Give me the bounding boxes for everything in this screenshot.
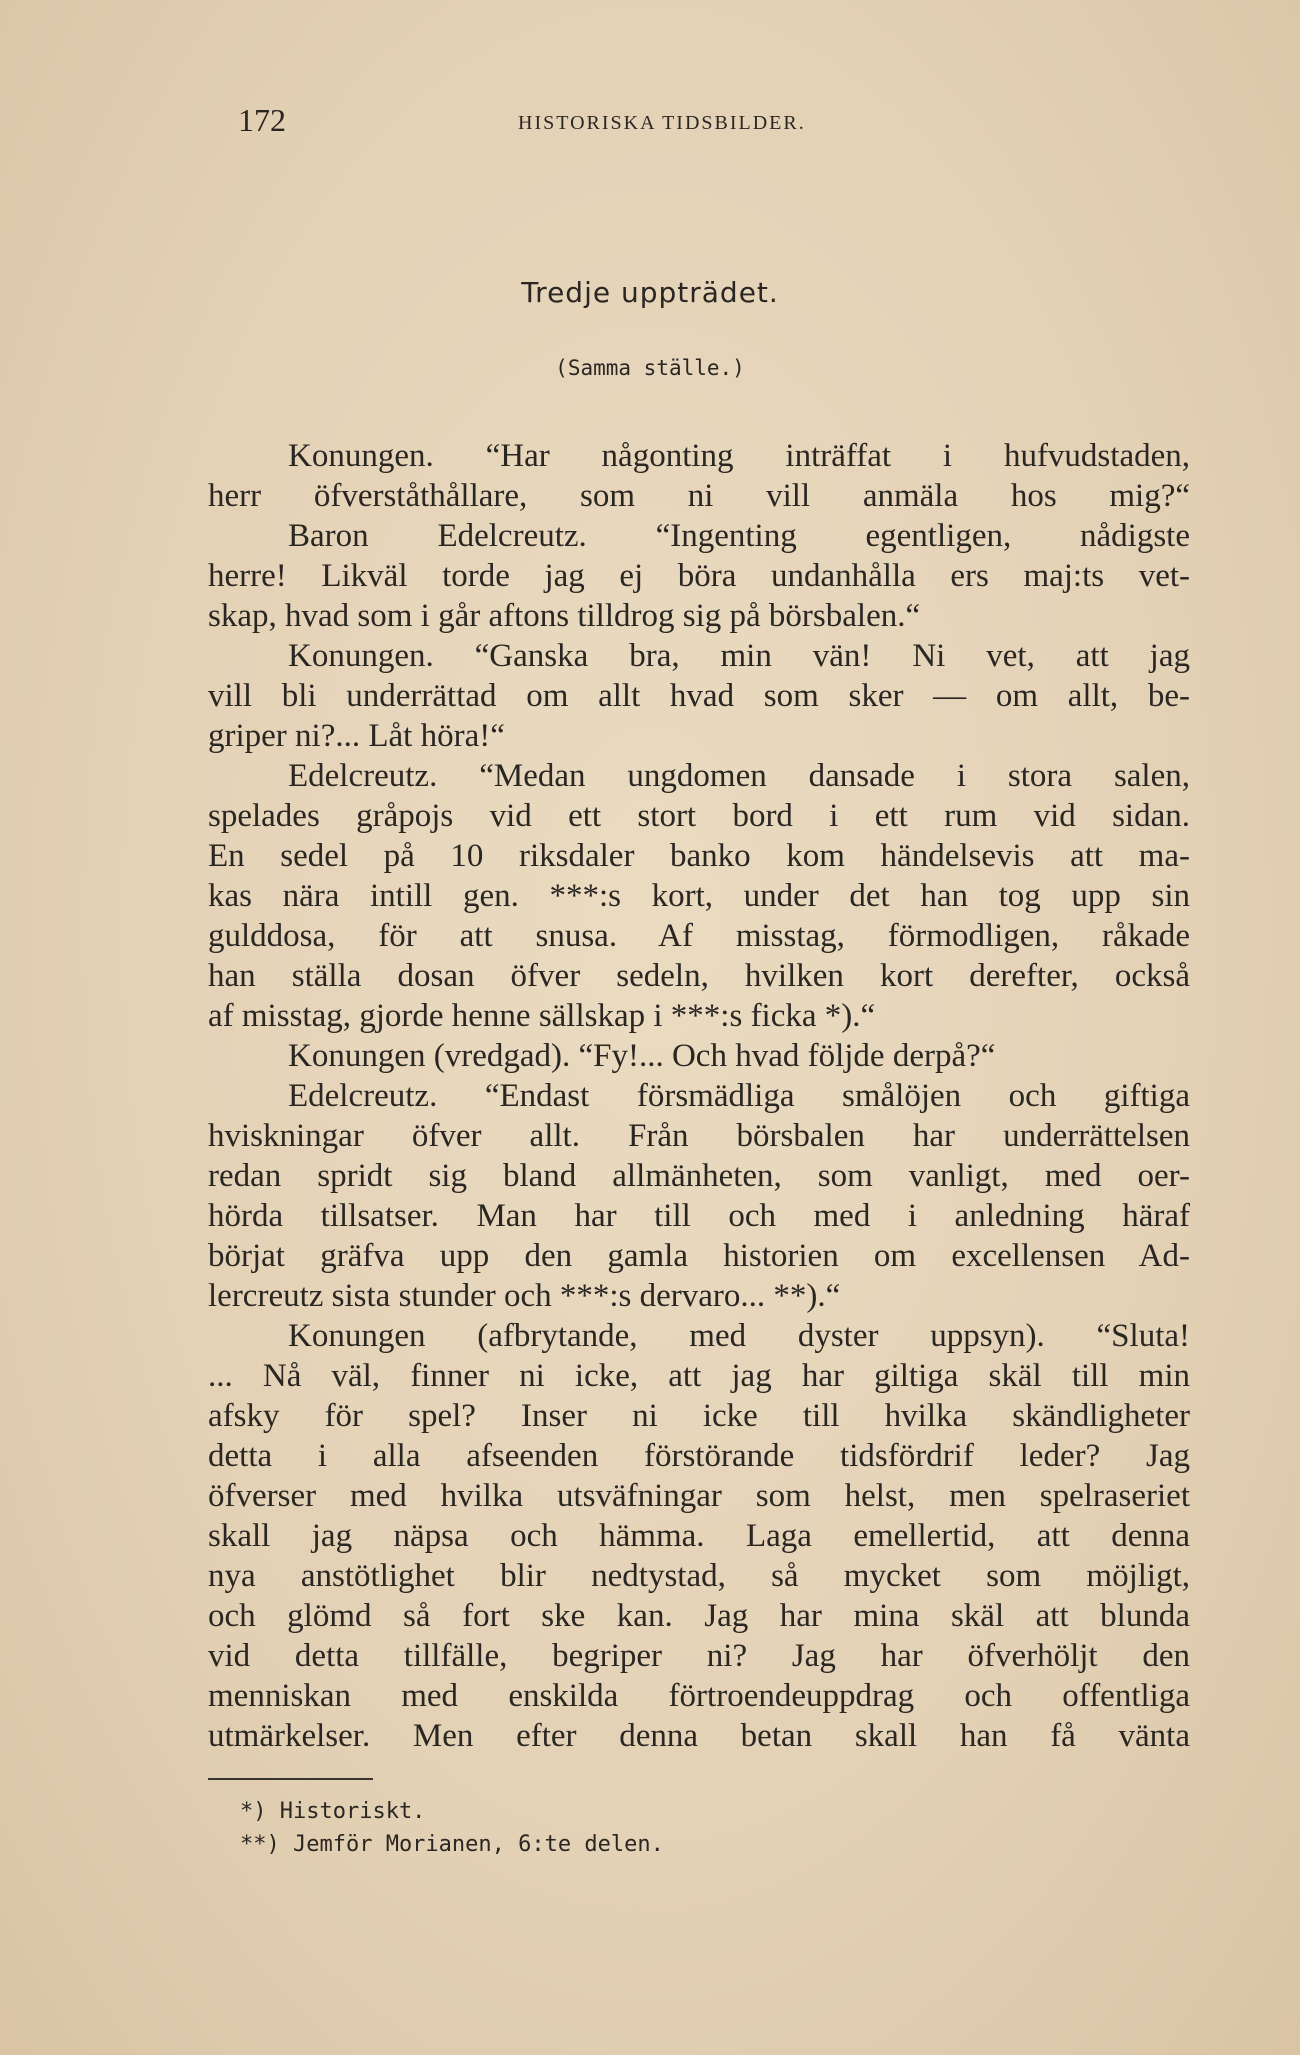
text-line: gulddosa, för att snusa. Af misstag, förmodligen, råkade bbox=[208, 918, 1190, 954]
text-line: skall jag näpsa och hämma. Laga emellertid, att denna bbox=[208, 1518, 1190, 1554]
text-line: ... Nå väl, finner ni icke, att jag har giltiga skäl till min bbox=[208, 1358, 1190, 1394]
footnote: *) Historiskt. bbox=[240, 1799, 426, 1824]
text-line: öfverser med hvilka utsväfningar som helst, men spelraseriet bbox=[208, 1478, 1190, 1514]
text-line: Konungen. “Har någonting inträffat i hufvudstaden, bbox=[288, 438, 1190, 474]
text-line: griper ni?... Låt höra!“ bbox=[208, 718, 505, 754]
text-line: redan spridt sig bland allmänheten, som vanligt, med oer- bbox=[208, 1158, 1190, 1194]
text-line: herre! Likväl torde jag ej böra undanhålla ers maj:ts vet- bbox=[208, 558, 1190, 594]
text-line: spelades gråpojs vid ett stort bord i ett rum vid sidan. bbox=[208, 798, 1190, 834]
text-line: Konungen. “Ganska bra, min vän! Ni vet, att jag bbox=[288, 638, 1190, 674]
page-number: 172 bbox=[238, 102, 286, 138]
text-line: han ställa dosan öfver sedeln, hvilken kort derefter, också bbox=[208, 958, 1190, 994]
text-line: börjat gräfva upp den gamla historien om excellensen Ad- bbox=[208, 1238, 1190, 1274]
text-line: En sedel på 10 riksdaler banko kom händelsevis att ma- bbox=[208, 838, 1190, 874]
text-line: herr öfverståthållare, som ni vill anmäla hos mig?“ bbox=[208, 478, 1190, 514]
text-line: hörda tillsatser. Man har till och med i anledning häraf bbox=[208, 1198, 1190, 1234]
text-line: nya anstötlighet blir nedtystad, så mycket som möjligt, bbox=[208, 1558, 1190, 1594]
text-line: Edelcreutz. “Endast försmädliga smålöjen och giftiga bbox=[288, 1078, 1190, 1114]
text-line: och glömd så fort ske kan. Jag har mina skäl att blunda bbox=[208, 1598, 1190, 1634]
footnotes bbox=[240, 1795, 940, 1861]
text-line: Edelcreutz. “Medan ungdomen dansade i stora salen, bbox=[288, 758, 1190, 794]
footnote-divider bbox=[208, 1778, 373, 1780]
footnote: **) Jemför Morianen, 6:te delen. bbox=[240, 1832, 664, 1857]
text-line: lercreutz sista stunder och ***:s dervaro... **).“ bbox=[208, 1278, 841, 1314]
text-line: af misstag, gjorde henne sällskap i ***:s ficka *).“ bbox=[208, 998, 876, 1034]
text-line: menniskan med enskilda förtroendeuppdrag och offentliga bbox=[208, 1678, 1190, 1714]
running-title: HISTORISKA TIDSBILDER. bbox=[518, 112, 806, 134]
text-line: kas nära intill gen. ***:s kort, under det han tog upp sin bbox=[208, 878, 1190, 914]
text-line: detta i alla afseenden förstörande tidsfördrif leder? Jag bbox=[208, 1438, 1190, 1474]
body-text bbox=[208, 436, 1190, 1756]
text-line: hviskningar öfver allt. Från börsbalen har underrättelsen bbox=[208, 1118, 1190, 1154]
text-line: Konungen (afbrytande, med dyster uppsyn). “Sluta! bbox=[288, 1318, 1190, 1354]
text-line: Baron Edelcreutz. “Ingenting egentligen, nådigste bbox=[288, 518, 1190, 554]
text-line: vill bli underrättad om allt hvad som sker — om allt, be- bbox=[208, 678, 1190, 714]
section-subtitle: (Samma ställe.) bbox=[555, 356, 745, 380]
page-header bbox=[238, 102, 1058, 142]
text-line: vid detta tillfälle, begriper ni? Jag har öfverhöljt den bbox=[208, 1638, 1190, 1674]
text-line: skap, hvad som i går aftons tilldrog sig på börsbalen.“ bbox=[208, 598, 921, 634]
text-line: afsky för spel? Inser ni icke till hvilka skändligheter bbox=[208, 1398, 1190, 1434]
text-line: Konungen (vredgad). “Fy!... Och hvad följde derpå?“ bbox=[288, 1038, 996, 1074]
text-line: utmärkelser. Men efter denna betan skall han få vänta bbox=[208, 1718, 1190, 1754]
section-title: Tredje uppträdet. bbox=[521, 276, 779, 309]
